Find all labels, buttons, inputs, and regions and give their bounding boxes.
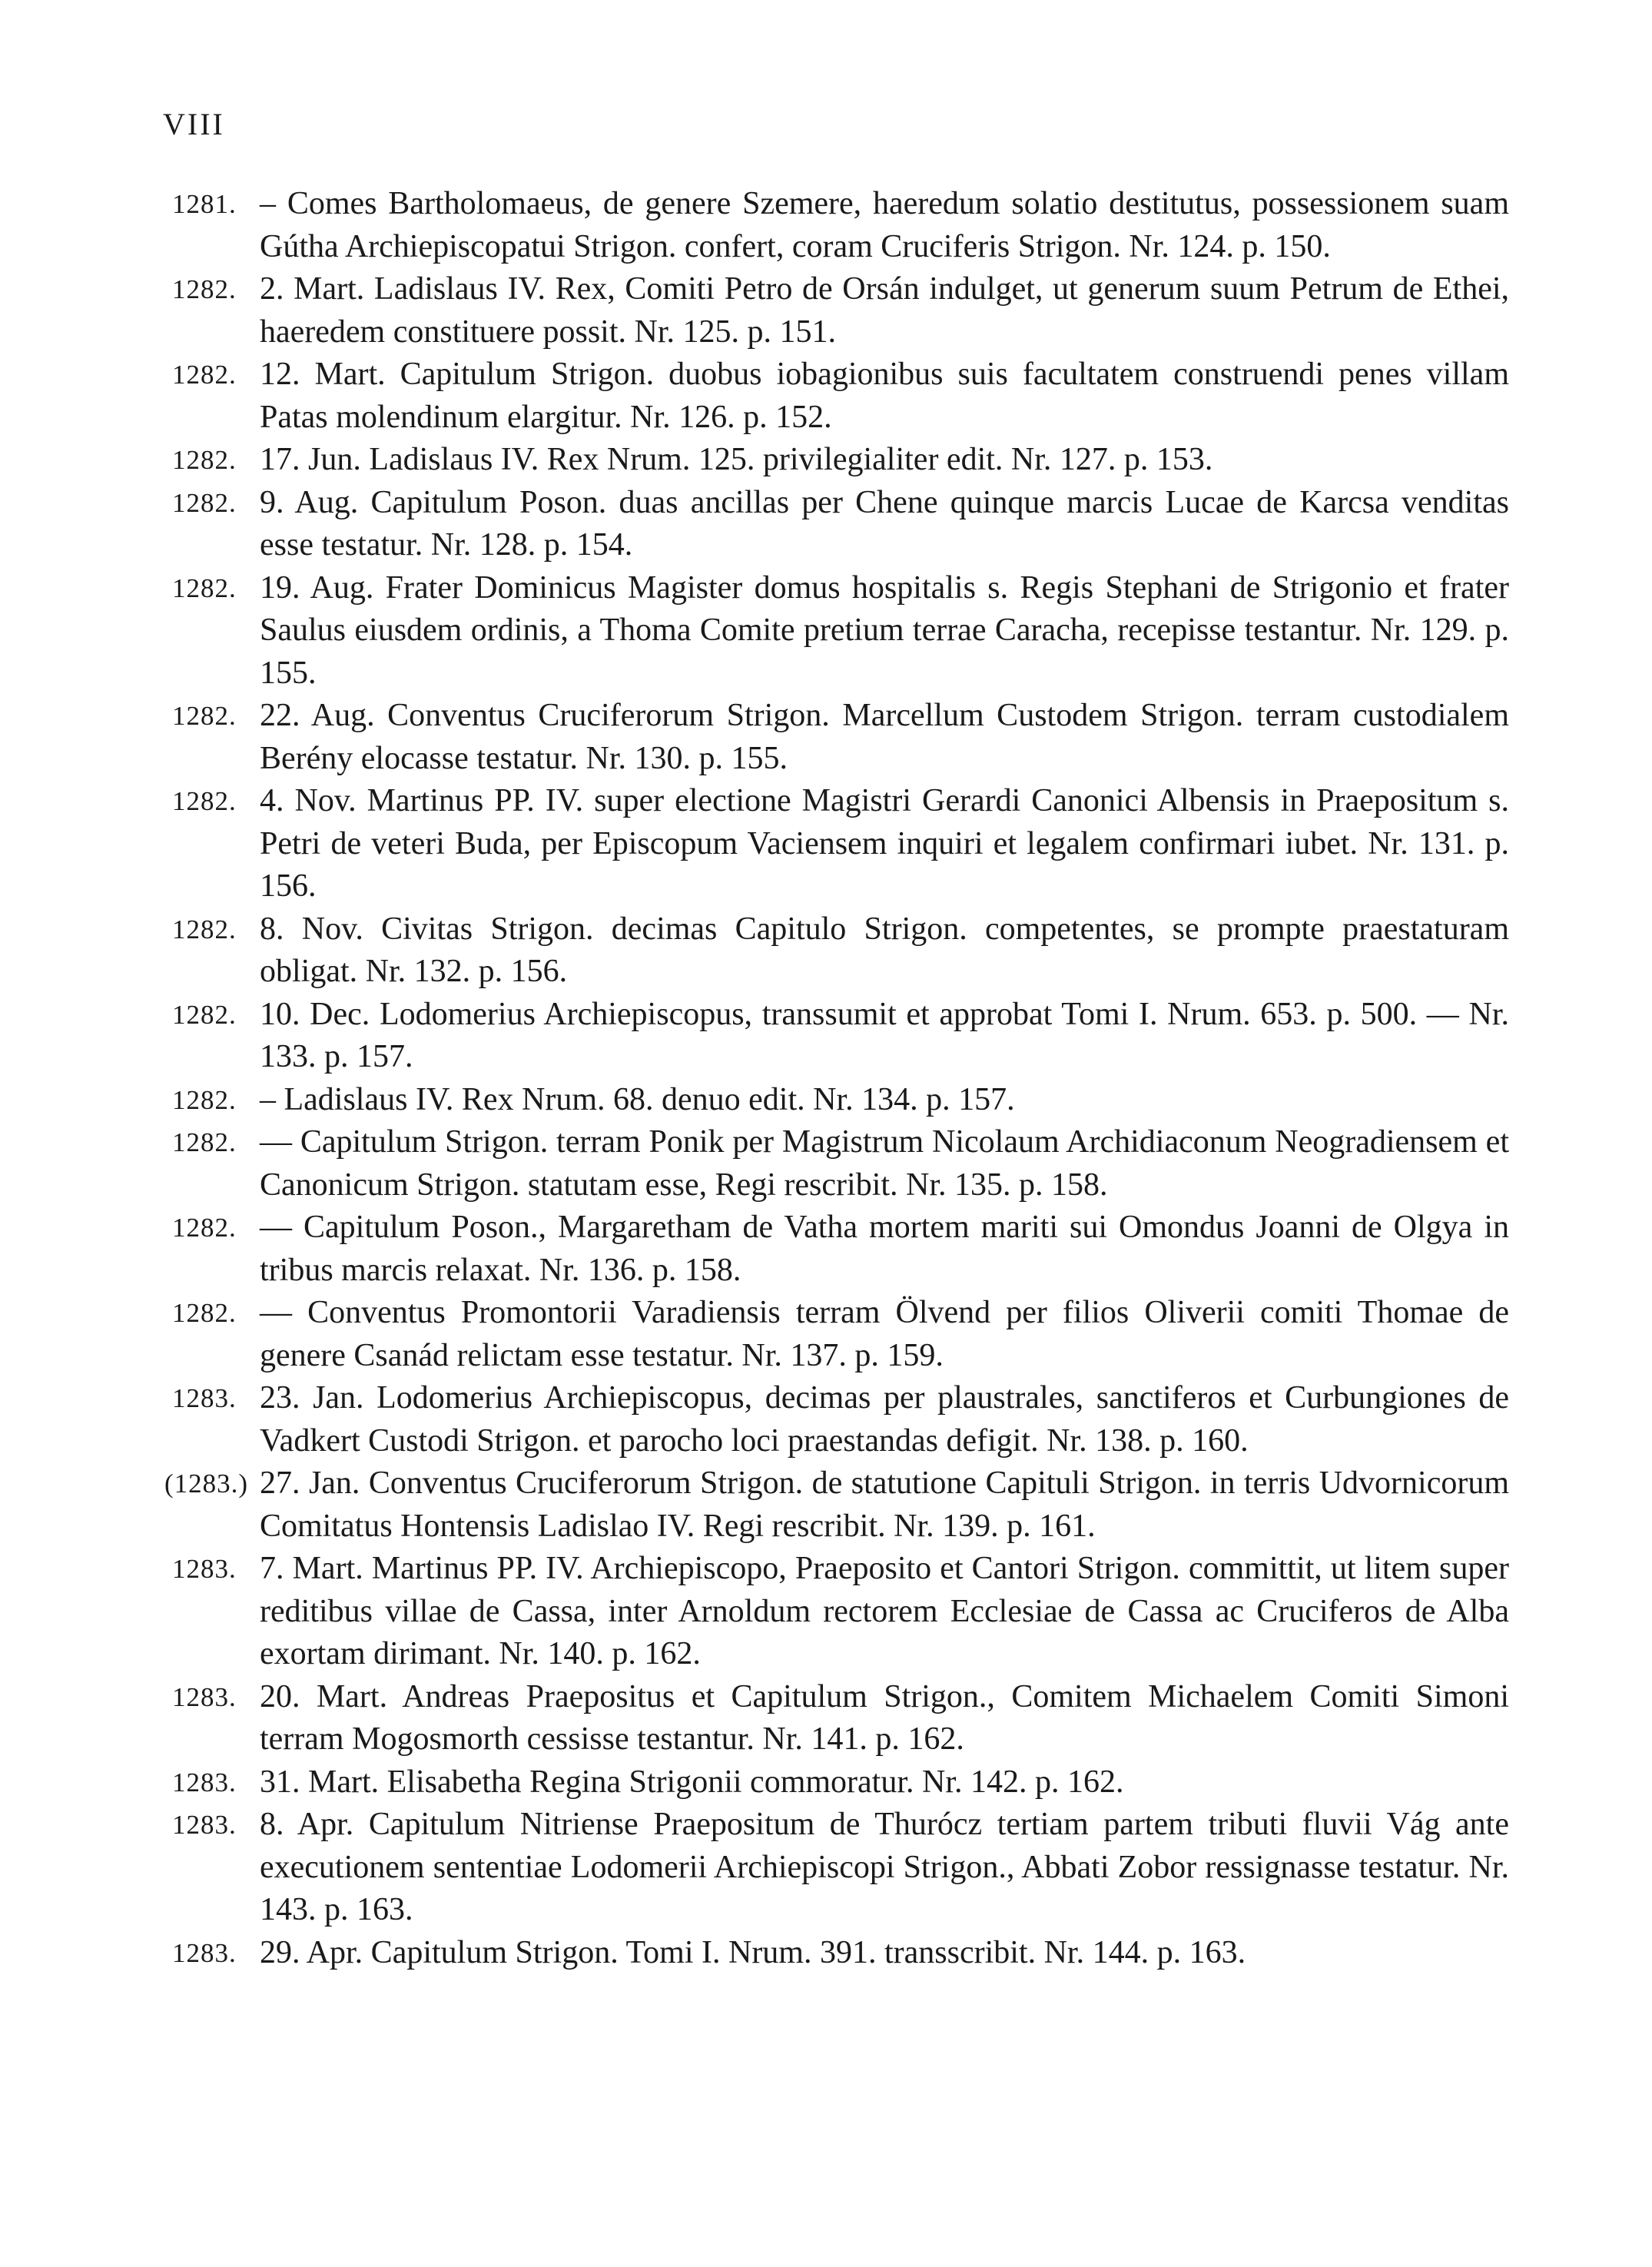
entry-text: 22. Aug. Conventus Cruciferorum Strigon. Marcellum Custodem Strigon. terram custodialem Berény elocasse testatur. Nr. 130. p. 155. xyxy=(260,698,1509,776)
entry-text: 19. Aug. Frater Dominicus Magister domus hospitalis s. Regis Stephani de Strigonio et frater Saulus eiusdem ordinis, a Thoma Comite pretium terrae Caracha, recepisse testantur. Nr. 129. p. 155. xyxy=(260,569,1509,691)
entry-year: 1282. xyxy=(172,1127,237,1157)
entry-text: 23. Jan. Lodomerius Archiepiscopus, decimas per plaustrales, sanctiferos et Curbungiones de Vadkert Custodi Strigon. et parocho loci praestandas defigit. Nr. 138. p. 160. xyxy=(260,1380,1509,1459)
entry-text: – Ladislaus IV. Rex Nrum. 68. denuo edit. Nr. 134. p. 157. xyxy=(260,1081,1015,1117)
entry-year: 1282. xyxy=(172,1213,237,1243)
entry-year: 1282. xyxy=(172,274,237,304)
entry-text: 8. Nov. Civitas Strigon. decimas Capitulo Strigon. competentes, se prompte praestaturam obligat. Nr. 132. p. 156. xyxy=(260,911,1509,989)
register-entry xyxy=(172,439,1509,482)
entry-text: 7. Mart. Martinus PP. IV. Archiepiscopo, Praeposito et Cantori Strigon. committit, ut litem super reditibus villae de Cassa, inter Arnoldum rectorem Ecclesiae de Cassa ac Cruciferos de Alba exortam dirimant. Nr. 140. p. 162. xyxy=(260,1551,1509,1671)
entry-year: 1282. xyxy=(172,914,237,944)
entry-text: 29. Apr. Capitulum Strigon. Tomi I. Nrum. 391. transscribit. Nr. 144. p. 163. xyxy=(260,1934,1246,1970)
register-entry xyxy=(172,780,1509,908)
entry-year: 1283. xyxy=(172,1554,237,1584)
entry-text: 8. Apr. Capitulum Nitriense Praepositum de Thurócz tertiam partem tributi fluvii Vág ante executionem sententiae Lodomerii Archiepiscopi Strigon., Abbati Zobor ressignasse testatur. Nr. 143. p. 163. xyxy=(260,1807,1509,1927)
register-entry xyxy=(172,994,1509,1079)
register-entry xyxy=(164,1462,1509,1548)
register-entry xyxy=(172,695,1509,780)
register-entry xyxy=(172,1207,1509,1292)
entry-year: 1282. xyxy=(172,1298,237,1328)
entry-year: 1283. xyxy=(172,1383,237,1413)
entry-year: 1282. xyxy=(172,1084,237,1115)
entry-year: 1283. xyxy=(172,1937,237,1968)
entry-text: 12. Mart. Capitulum Strigon. duobus iobagionibus suis facultatem construendi penes villam Patas molendinum elargitur. Nr. 126. p. 152. xyxy=(260,357,1509,435)
register-entry xyxy=(172,1676,1509,1761)
page-number: VIII xyxy=(163,107,225,141)
entry-year: 1282. xyxy=(172,360,237,390)
entry-text: 2. Mart. Ladislaus IV. Rex, Comiti Petro de Orsán indulget, ut generum suum Petrum de Ethei, haeredem constituere possit. Nr. 125. p. 151. xyxy=(260,271,1509,350)
register-entry xyxy=(172,1292,1509,1377)
entry-year: (1283.) xyxy=(164,1469,249,1499)
entry-year: 1282. xyxy=(172,487,237,518)
entry-text: — Capitulum Strigon. terram Ponik per Magistrum Nicolaum Archidiaconum Neogradiensem et Canonicum Strigon. statutam esse, Regi rescribit. Nr. 135. p. 158. xyxy=(260,1124,1509,1203)
entry-text: 17. Jun. Ladislaus IV. Rex Nrum. 125. privilegialiter edit. Nr. 127. p. 153. xyxy=(260,442,1213,477)
entry-text: – Comes Bartholomaeus, de genere Szemere, haeredum solatio destitutus, possessionem suam Gútha Archiepiscopatui Strigon. confert, coram Cruciferis Strigon. Nr. 124. p. 150. xyxy=(260,186,1509,264)
register-entries xyxy=(164,183,1509,1974)
entry-year: 1282. xyxy=(172,701,237,731)
register-entry xyxy=(172,183,1509,268)
register-entry xyxy=(172,1804,1509,1932)
entry-text: 20. Mart. Andreas Praepositus et Capitulum Strigon., Comitem Michaelem Comiti Simoni terram Mogosmorth cessisse testantur. Nr. 141. p. 162. xyxy=(260,1678,1509,1757)
register-entry xyxy=(172,1121,1509,1207)
register-entry xyxy=(172,1079,1509,1122)
register-entry xyxy=(172,1932,1509,1975)
entry-text: — Capitulum Poson., Margaretham de Vatha mortem mariti sui Omondus Joanni de Olgya in tribus marcis relaxat. Nr. 136. p. 158. xyxy=(260,1210,1509,1288)
entry-year: 1282. xyxy=(172,573,237,603)
register-entry xyxy=(172,567,1509,695)
entry-text: — Conventus Promontorii Varadiensis terram Ölvend per filios Oliverii comiti Thomae de genere Csanád relictam esse testatur. Nr. 137. p. 159. xyxy=(260,1295,1509,1373)
register-entry xyxy=(172,482,1509,567)
entry-text: 27. Jan. Conventus Cruciferorum Strigon. de statutione Capituli Strigon. in terris Udvornicorum Comitatus Hontensis Ladislao IV. Regi rescribit. Nr. 139. p. 161. xyxy=(260,1465,1509,1544)
entry-year: 1282. xyxy=(172,999,237,1030)
register-entry xyxy=(172,1377,1509,1462)
register-entry xyxy=(172,268,1509,353)
entry-text: 4. Nov. Martinus PP. IV. super electione Magistri Gerardi Canonici Albensis in Praepositum s. Petri de veteri Buda, per Episcopum Vaciensem inquiri et legalem confirmari iubet. Nr. 131. p. 156. xyxy=(260,783,1509,904)
entry-year: 1283. xyxy=(172,1681,237,1712)
entry-text: 9. Aug. Capitulum Poson. duas ancillas per Chene quinque marcis Lucae de Karcsa venditas esse testatur. Nr. 128. p. 154. xyxy=(260,484,1509,563)
entry-year: 1282. xyxy=(172,786,237,816)
register-entry xyxy=(172,353,1509,439)
register-entry xyxy=(172,1761,1509,1804)
register-entry xyxy=(172,1548,1509,1676)
entry-year: 1283. xyxy=(172,1810,237,1840)
entry-year: 1283. xyxy=(172,1767,237,1797)
entry-text: 31. Mart. Elisabetha Regina Strigonii commoratur. Nr. 142. p. 162. xyxy=(260,1764,1124,1800)
entry-year: 1281. xyxy=(172,189,237,219)
entry-text: 10. Dec. Lodomerius Archiepiscopus, transsumit et approbat Tomi I. Nrum. 653. p. 500. — Nr. 133. p. 157. xyxy=(260,996,1509,1074)
entry-year: 1282. xyxy=(172,445,237,475)
register-entry xyxy=(172,908,1509,994)
